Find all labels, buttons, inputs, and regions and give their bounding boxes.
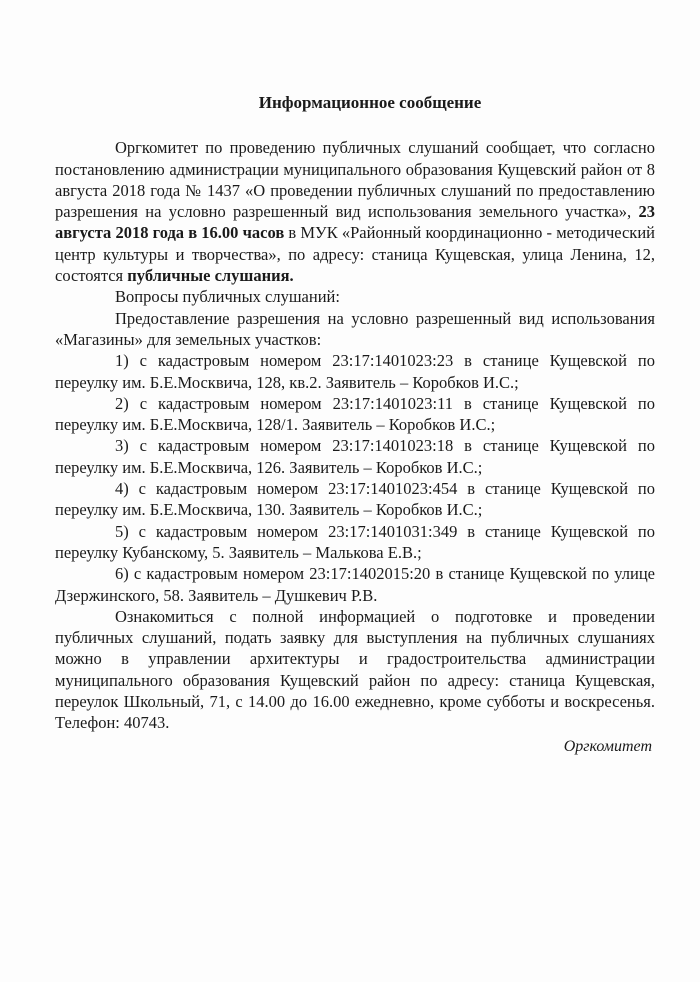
hearing-datetime: 23 августа 2018 года в 16.00 часов — [55, 202, 655, 243]
questions-heading: Вопросы публичных слушаний: — [115, 287, 340, 307]
intro-paragraph — [55, 137, 655, 286]
list-item: 4) с кадастровым номером 23:17:1401023:454 в станице Кущевской по переулку им. Б.Е.Москвича, 130. Заявитель – Коробков И.С.; — [55, 479, 655, 520]
list-item: 6) с кадастровым номером 23:17:1402015:20 в станице Кущевской по улице Дзержинского, 58. Заявитель – Душкевич Р.В. — [55, 564, 655, 605]
intro-text-2: в МУК «Районный координационно - методический центр культуры и творчества», по адресу: станица Кущевская, улица Ленина, 12, состоятся — [55, 223, 655, 286]
intro-text-1: Оргкомитет по проведению публичных слушаний сообщает, что согласно постановлению администрации муниципального образования Кущевский район от 8 августа 2018 года № 1437 «О проведении публичных слушаний по предоставлению разрешения на условно разрешенный вид использования земельного участка», — [55, 138, 655, 222]
signature: Оргкомитет — [563, 738, 652, 755]
list-item: 5) с кадастровым номером 23:17:1401031:349 в станице Кущевской по переулку Кубанскому, 5. Заявитель – Малькова Е.В.; — [55, 521, 655, 562]
list-item: 1) с кадастровым номером 23:17:1401023:23 в станице Кущевской по переулку им. Б.Е.Москвича, 128, кв.2. Заявитель – Коробков И.С.; — [55, 351, 655, 392]
document-body — [55, 92, 655, 734]
document-title: Информационное сообщение — [258, 93, 482, 112]
list-item: 3) с кадастровым номером 23:17:1401023:18 в станице Кущевской по переулку им. Б.Е.Москвича, 126. Заявитель – Коробков И.С.; — [55, 436, 655, 477]
parcel-list — [55, 350, 655, 606]
hearing-event: публичные слушания. — [127, 266, 294, 286]
closing-paragraph: Ознакомиться с полной информацией о подготовке и проведении публичных слушаний, подать заявку для выступления на публичных слушаниях можно в управлении архитектуры и градостроительства администрации муниципального образования Кущевский район по адресу: станица Кущевская, переулок Школьный, 71, с 14.00 до 16.00 ежедневно, кроме субботы и воскресенья. Телефон: 40743. — [55, 606, 655, 733]
list-item: 2) с кадастровым номером 23:17:1401023:11 в станице Кущевской по переулку им. Б.Е.Москвича, 128/1. Заявитель – Коробков И.С.; — [55, 393, 655, 435]
provision-paragraph: Предоставление разрешения на условно разрешенный вид использования «Магазины» для земельных участков: — [55, 308, 655, 349]
